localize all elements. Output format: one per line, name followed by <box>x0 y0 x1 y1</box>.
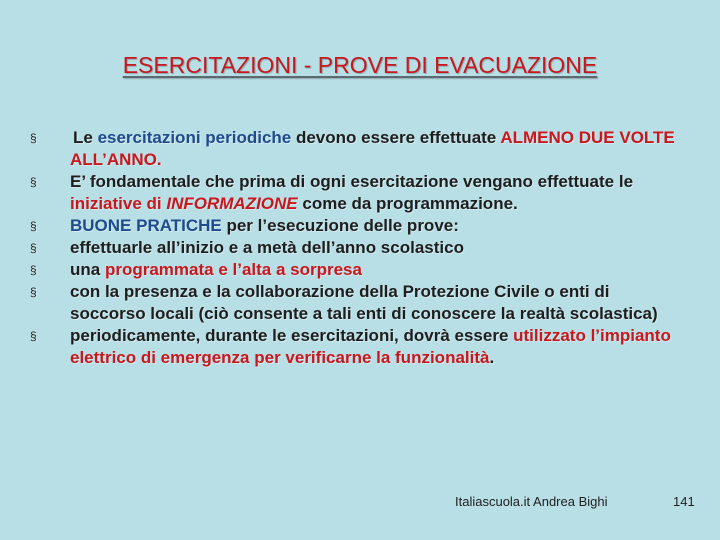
bullet-highlight-red: programmata e l’alta a sorpresa <box>104 260 362 279</box>
bullet-item <box>30 171 680 215</box>
bullet-marker: § <box>30 131 37 145</box>
bullet-item <box>30 281 680 325</box>
bullet-text: come da programmazione. <box>297 194 518 213</box>
bullet-text: devono essere effettuate <box>291 128 501 147</box>
bullet-text: una <box>70 260 105 279</box>
bullet-item <box>30 259 680 281</box>
bullet-marker: § <box>30 285 37 299</box>
bullet-text: Le <box>73 128 98 147</box>
bullet-text: effettuarle all’inizio e a metà dell’anno scolastico <box>70 238 464 257</box>
bullet-highlight-red: utilizzato l’impianto elettrico di emergenza per verificarne la funzionalità <box>70 326 671 367</box>
bullet-highlight-red-italic: INFORMAZIONE <box>166 194 298 213</box>
bullet-list <box>30 127 680 369</box>
bullet-text: E’ fondamentale che prima di ogni esercitazione vengano effettuate le <box>70 172 634 191</box>
bullet-marker: § <box>30 263 37 277</box>
bullet-item <box>30 325 680 369</box>
bullet-item <box>30 215 680 237</box>
bullet-text: con la presenza e la collaborazione della Protezione Civile o enti di soccorso locali (ciò consente a tali enti di conoscere la realtà scolastica) <box>70 282 658 323</box>
bullet-item <box>30 237 680 259</box>
bullet-highlight-red: iniziative di <box>70 194 167 213</box>
slide-title: ESERCITAZIONI - PROVE DI EVACUAZIONE <box>122 52 598 78</box>
bullet-item <box>30 127 680 171</box>
bullet-marker: § <box>30 241 37 255</box>
bullet-highlight-blue: esercitazioni periodiche <box>97 128 292 147</box>
page-number: 141 <box>673 494 695 509</box>
bullet-text: periodicamente, durante le esercitazioni, dovrà essere <box>70 326 514 345</box>
bullet-marker: § <box>30 175 37 189</box>
bullet-text: . <box>489 348 495 367</box>
bullet-text: per l’esecuzione delle prove: <box>221 216 459 235</box>
footer-author: Italiascuola.it Andrea Bighi <box>455 494 608 509</box>
bullet-marker: § <box>30 329 37 343</box>
bullet-marker: § <box>30 219 37 233</box>
bullet-highlight-blue: BUONE PRATICHE <box>70 216 222 235</box>
bullet-highlight-red: ALMENO DUE VOLTE ALL’ANNO. <box>70 128 675 169</box>
